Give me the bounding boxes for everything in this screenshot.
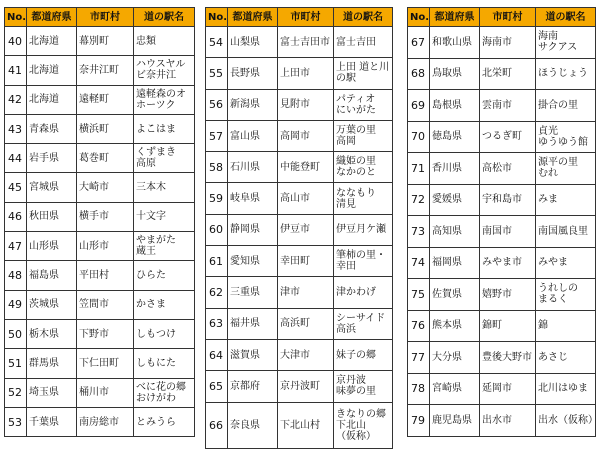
row-number: 47 xyxy=(5,232,27,261)
row-number: 52 xyxy=(5,378,27,407)
station-table-3 xyxy=(407,7,596,437)
table-row xyxy=(408,184,596,216)
prefecture-cell: 山形県 xyxy=(27,232,77,261)
prefecture-cell: 和歌山県 xyxy=(430,27,480,59)
station-name-cell: しもにた xyxy=(134,349,195,378)
municipality-cell: 高松市 xyxy=(480,153,536,185)
header-prefecture: 都道府県 xyxy=(228,8,278,27)
prefecture-cell: 福井県 xyxy=(228,308,278,339)
table-row xyxy=(206,183,393,214)
municipality-cell: 桶川市 xyxy=(77,378,134,407)
prefecture-cell: 秋田県 xyxy=(27,202,77,231)
station-name-cell: やまがた 蔵王 xyxy=(134,232,195,261)
table-row xyxy=(206,246,393,277)
municipality-cell: 山形市 xyxy=(77,232,134,261)
row-number: 40 xyxy=(5,27,27,56)
station-name-cell: 南国風良里 xyxy=(536,216,596,248)
header-municipality: 市町村 xyxy=(480,8,536,27)
municipality-cell: 大津市 xyxy=(278,339,334,370)
municipality-cell: 上田市 xyxy=(278,58,334,89)
station-name-cell: 北川はゆま xyxy=(536,373,596,405)
header-no: No. xyxy=(5,8,27,27)
table-row xyxy=(5,319,195,348)
station-name-cell: 忠類 xyxy=(134,27,195,56)
station-name-cell: ハウスヤル ビ奈井江 xyxy=(134,56,195,85)
station-table-2 xyxy=(205,7,393,449)
municipality-cell: 幕別町 xyxy=(77,27,134,56)
header-prefecture: 都道府県 xyxy=(27,8,77,27)
header-no: No. xyxy=(408,8,430,27)
prefecture-cell: 徳島県 xyxy=(430,121,480,153)
table-row xyxy=(206,308,393,339)
prefecture-cell: 佐賀県 xyxy=(430,279,480,311)
municipality-cell: 南国市 xyxy=(480,216,536,248)
table-row xyxy=(408,405,596,437)
table-row xyxy=(206,402,393,448)
municipality-cell: 伊豆市 xyxy=(278,214,334,245)
row-number: 70 xyxy=(408,121,430,153)
row-number: 48 xyxy=(5,261,27,290)
row-number: 66 xyxy=(206,402,228,448)
prefecture-cell: 茨城県 xyxy=(27,290,77,319)
table-row xyxy=(206,89,393,120)
station-name-cell: あさじ xyxy=(536,342,596,374)
municipality-cell: 遠軽町 xyxy=(77,85,134,114)
table-row xyxy=(408,90,596,122)
row-number: 42 xyxy=(5,85,27,114)
table-row xyxy=(206,214,393,245)
station-name-cell: 筆柿の里・ 幸田 xyxy=(334,246,393,277)
row-number: 43 xyxy=(5,114,27,143)
municipality-cell: 豊後大野市 xyxy=(480,342,536,374)
prefecture-cell: 静岡県 xyxy=(228,214,278,245)
row-number: 45 xyxy=(5,173,27,202)
table-row xyxy=(206,27,393,58)
municipality-cell: 南房総市 xyxy=(77,407,134,436)
table-row xyxy=(206,371,393,402)
table-row xyxy=(206,277,393,308)
station-name-cell: 掛合の里 xyxy=(536,90,596,122)
municipality-cell: 下野市 xyxy=(77,319,134,348)
row-number: 59 xyxy=(206,183,228,214)
municipality-cell: 下北山村 xyxy=(278,402,334,448)
station-name-cell: 京丹波 味夢の里 xyxy=(334,371,393,402)
row-number: 71 xyxy=(408,153,430,185)
prefecture-cell: 宮崎県 xyxy=(430,373,480,405)
row-number: 76 xyxy=(408,310,430,342)
station-name-cell: べに花の郷 おけがわ xyxy=(134,378,195,407)
station-name-cell: シーサイド 高浜 xyxy=(334,308,393,339)
prefecture-cell: 埼玉県 xyxy=(27,378,77,407)
header-station-name: 道の駅名 xyxy=(134,8,195,27)
table-row xyxy=(408,247,596,279)
row-number: 60 xyxy=(206,214,228,245)
table-row xyxy=(408,216,596,248)
row-number: 65 xyxy=(206,371,228,402)
station-name-cell: ななもり 清見 xyxy=(334,183,393,214)
station-name-cell: とみうら xyxy=(134,407,195,436)
row-number: 63 xyxy=(206,308,228,339)
table-row xyxy=(5,378,195,407)
municipality-cell: 下仁田町 xyxy=(77,349,134,378)
station-name-cell: 出水（仮称） xyxy=(536,405,596,437)
row-number: 49 xyxy=(5,290,27,319)
station-name-cell: みま xyxy=(536,184,596,216)
table-header-row xyxy=(5,8,195,27)
row-number: 69 xyxy=(408,90,430,122)
station-name-cell: 津かわげ xyxy=(334,277,393,308)
prefecture-cell: 石川県 xyxy=(228,152,278,183)
row-number: 56 xyxy=(206,89,228,120)
station-name-cell: 三本木 xyxy=(134,173,195,202)
municipality-cell: 幸田町 xyxy=(278,246,334,277)
municipality-cell: 横手市 xyxy=(77,202,134,231)
station-name-cell: 十文字 xyxy=(134,202,195,231)
row-number: 53 xyxy=(5,407,27,436)
prefecture-cell: 香川県 xyxy=(430,153,480,185)
row-number: 62 xyxy=(206,277,228,308)
table-row xyxy=(408,153,596,185)
municipality-cell: 錦町 xyxy=(480,310,536,342)
table-row xyxy=(5,349,195,378)
municipality-cell: 海南市 xyxy=(480,27,536,59)
municipality-cell: 宇和島市 xyxy=(480,184,536,216)
station-name-cell: うれしの まるく xyxy=(536,279,596,311)
row-number: 79 xyxy=(408,405,430,437)
prefecture-cell: 三重県 xyxy=(228,277,278,308)
station-table-1 xyxy=(4,7,195,437)
row-number: 74 xyxy=(408,247,430,279)
station-name-cell: ほうじょう xyxy=(536,58,596,90)
prefecture-cell: 山梨県 xyxy=(228,27,278,58)
row-number: 57 xyxy=(206,120,228,151)
table-row xyxy=(5,114,195,143)
row-number: 46 xyxy=(5,202,27,231)
row-number: 73 xyxy=(408,216,430,248)
municipality-cell: 富士吉田市 xyxy=(278,27,334,58)
table-row xyxy=(206,120,393,151)
header-station-name: 道の駅名 xyxy=(536,8,596,27)
municipality-cell: 笠間市 xyxy=(77,290,134,319)
row-number: 78 xyxy=(408,373,430,405)
table-row xyxy=(5,407,195,436)
station-name-cell: ひらた xyxy=(134,261,195,290)
row-number: 72 xyxy=(408,184,430,216)
table-row xyxy=(5,56,195,85)
table-row xyxy=(5,290,195,319)
prefecture-cell: 青森県 xyxy=(27,114,77,143)
municipality-cell: 高岡市 xyxy=(278,120,334,151)
table-row xyxy=(5,85,195,114)
station-name-cell: 妹子の郷 xyxy=(334,339,393,370)
municipality-cell: 大崎市 xyxy=(77,173,134,202)
table-row xyxy=(5,202,195,231)
prefecture-cell: 栃木県 xyxy=(27,319,77,348)
row-number: 67 xyxy=(408,27,430,59)
municipality-cell: 京丹波町 xyxy=(278,371,334,402)
prefecture-cell: 滋賀県 xyxy=(228,339,278,370)
row-number: 50 xyxy=(5,319,27,348)
table-row xyxy=(5,27,195,56)
municipality-cell: 高浜町 xyxy=(278,308,334,339)
prefecture-cell: 富山県 xyxy=(228,120,278,151)
row-number: 75 xyxy=(408,279,430,311)
station-name-cell: 伊豆月ケ瀬 xyxy=(334,214,393,245)
row-number: 51 xyxy=(5,349,27,378)
header-station-name: 道の駅名 xyxy=(334,8,393,27)
municipality-cell: 葛巻町 xyxy=(77,144,134,173)
table-row xyxy=(5,144,195,173)
municipality-cell: 津市 xyxy=(278,277,334,308)
municipality-cell: 見附市 xyxy=(278,89,334,120)
row-number: 61 xyxy=(206,246,228,277)
prefecture-cell: 新潟県 xyxy=(228,89,278,120)
prefecture-cell: 岐阜県 xyxy=(228,183,278,214)
municipality-cell: 平田村 xyxy=(77,261,134,290)
municipality-cell: 雲南市 xyxy=(480,90,536,122)
station-name-cell: しもつけ xyxy=(134,319,195,348)
prefecture-cell: 北海道 xyxy=(27,56,77,85)
prefecture-cell: 長野県 xyxy=(228,58,278,89)
header-municipality: 市町村 xyxy=(77,8,134,27)
table-row xyxy=(408,342,596,374)
prefecture-cell: 鳥取県 xyxy=(430,58,480,90)
prefecture-cell: 宮城県 xyxy=(27,173,77,202)
row-number: 77 xyxy=(408,342,430,374)
table-row xyxy=(408,27,596,59)
prefecture-cell: 大分県 xyxy=(430,342,480,374)
prefecture-cell: 北海道 xyxy=(27,85,77,114)
header-no: No. xyxy=(206,8,228,27)
table-header-row xyxy=(206,8,393,27)
prefecture-cell: 福岡県 xyxy=(430,247,480,279)
row-number: 58 xyxy=(206,152,228,183)
station-name-cell: みやま xyxy=(536,247,596,279)
prefecture-cell: 鹿児島県 xyxy=(430,405,480,437)
municipality-cell: 奈井江町 xyxy=(77,56,134,85)
station-name-cell: かさま xyxy=(134,290,195,319)
station-name-cell: きなりの郷 下北山 （仮称） xyxy=(334,402,393,448)
municipality-cell: 横浜町 xyxy=(77,114,134,143)
station-name-cell: くずまき 高原 xyxy=(134,144,195,173)
municipality-cell: つるぎ町 xyxy=(480,121,536,153)
prefecture-cell: 奈良県 xyxy=(228,402,278,448)
municipality-cell: 出水市 xyxy=(480,405,536,437)
table-row xyxy=(408,373,596,405)
prefecture-cell: 愛知県 xyxy=(228,246,278,277)
station-name-cell: 織姫の里 なかのと xyxy=(334,152,393,183)
municipality-cell: 高山市 xyxy=(278,183,334,214)
prefecture-cell: 千葉県 xyxy=(27,407,77,436)
prefecture-cell: 群馬県 xyxy=(27,349,77,378)
table-row xyxy=(206,339,393,370)
table-row xyxy=(408,310,596,342)
table-row xyxy=(408,121,596,153)
prefecture-cell: 熊本県 xyxy=(430,310,480,342)
station-name-cell: よこはま xyxy=(134,114,195,143)
row-number: 44 xyxy=(5,144,27,173)
municipality-cell: 嬉野市 xyxy=(480,279,536,311)
table-row xyxy=(5,173,195,202)
station-name-cell: 万葉の里 高岡 xyxy=(334,120,393,151)
station-name-cell: パティオ にいがた xyxy=(334,89,393,120)
row-number: 64 xyxy=(206,339,228,370)
municipality-cell: 中能登町 xyxy=(278,152,334,183)
header-municipality: 市町村 xyxy=(278,8,334,27)
station-name-cell: 海南 サクアス xyxy=(536,27,596,59)
station-name-cell: 錦 xyxy=(536,310,596,342)
station-name-cell: 上田 道と川 の駅 xyxy=(334,58,393,89)
table-row xyxy=(408,279,596,311)
prefecture-cell: 愛媛県 xyxy=(430,184,480,216)
prefecture-cell: 福島県 xyxy=(27,261,77,290)
table-row xyxy=(5,232,195,261)
table-row xyxy=(5,261,195,290)
prefecture-cell: 岩手県 xyxy=(27,144,77,173)
table-row xyxy=(206,152,393,183)
station-name-cell: 貞光 ゆうゆう館 xyxy=(536,121,596,153)
row-number: 55 xyxy=(206,58,228,89)
row-number: 41 xyxy=(5,56,27,85)
row-number: 54 xyxy=(206,27,228,58)
header-prefecture: 都道府県 xyxy=(430,8,480,27)
prefecture-cell: 北海道 xyxy=(27,27,77,56)
municipality-cell: みやま市 xyxy=(480,247,536,279)
prefecture-cell: 高知県 xyxy=(430,216,480,248)
table-row xyxy=(206,58,393,89)
municipality-cell: 延岡市 xyxy=(480,373,536,405)
station-name-cell: 富士吉田 xyxy=(334,27,393,58)
table-row xyxy=(408,58,596,90)
table-header-row xyxy=(408,8,596,27)
municipality-cell: 北栄町 xyxy=(480,58,536,90)
prefecture-cell: 島根県 xyxy=(430,90,480,122)
station-name-cell: 源平の里 むれ xyxy=(536,153,596,185)
row-number: 68 xyxy=(408,58,430,90)
prefecture-cell: 京都府 xyxy=(228,371,278,402)
station-name-cell: 遠軽森のオ ホーツク xyxy=(134,85,195,114)
